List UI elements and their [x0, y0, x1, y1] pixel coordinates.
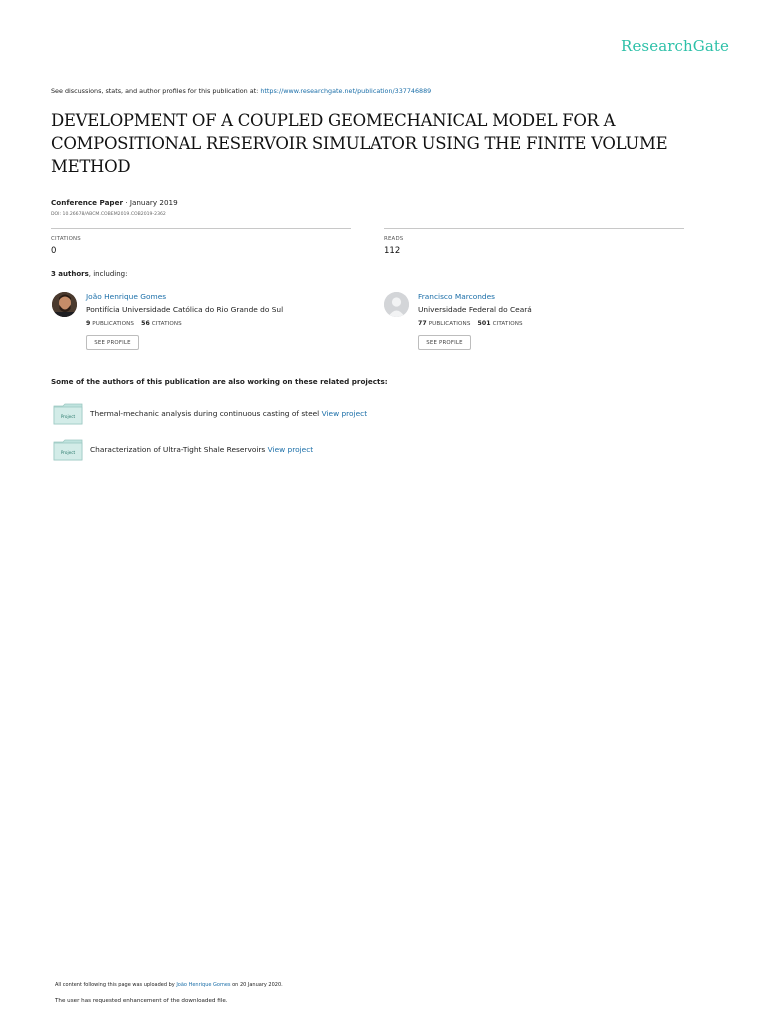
enhancement-note: The user has requested enhancement of the downloaded file. — [55, 998, 228, 1004]
upload-note — [55, 982, 283, 988]
author-institution: Pontifícia Universidade Católica do Rio Grande do Sul — [86, 305, 284, 314]
author-stats — [86, 320, 182, 327]
author-citations-label: CITATIONS — [151, 321, 182, 327]
author-publications-label: PUBLICATIONS — [92, 321, 135, 327]
project-icon-label: Project — [60, 450, 76, 455]
citations-value: 0 — [51, 246, 57, 256]
see-profile-button[interactable]: SEE PROFILE — [418, 335, 471, 350]
upload-suffix: on 20 January 2020. — [230, 982, 283, 988]
author-avatar[interactable] — [384, 292, 409, 317]
see-profile-button[interactable]: SEE PROFILE — [86, 335, 139, 350]
citations-label: CITATIONS — [51, 236, 81, 242]
project-folder-icon[interactable] — [53, 403, 83, 423]
publication-type: Conference Paper — [51, 198, 123, 207]
author-citations-label: CITATIONS — [492, 321, 523, 327]
publication-doi: DOI: 10.26678/ABCM.COBEM2019.COB2019-2362 — [51, 212, 166, 217]
publication-title: DEVELOPMENT OF A COUPLED GEOMECHANICAL MODEL FOR A COMPOSITIONAL RESERVOIR SIMULATOR USING THE FINITE VOLUME METHOD — [51, 111, 668, 176]
publication-date: · January 2019 — [123, 198, 178, 207]
related-project-item — [90, 409, 367, 418]
author-stats — [418, 320, 523, 327]
upload-prefix: All content following this page was uploaded by — [55, 982, 177, 988]
discussion-line — [51, 87, 431, 95]
author-citations-count: 501 — [477, 320, 491, 327]
related-projects-heading: Some of the authors of this publication are also working on these related projects: — [51, 377, 388, 386]
author-avatar[interactable] — [52, 292, 77, 317]
reads-value: 112 — [384, 246, 401, 256]
view-project-link[interactable]: View project — [321, 409, 368, 418]
view-project-link[interactable]: View project — [267, 445, 314, 454]
project-title: Characterization of Ultra-Tight Shale Reservoirs — [90, 445, 268, 454]
author-publications-count: 77 — [418, 320, 427, 327]
reads-label: READS — [384, 236, 404, 242]
citations-divider — [51, 228, 351, 229]
authors-heading — [51, 270, 127, 278]
publication-url-link[interactable]: https://www.researchgate.net/publication/337746889 — [260, 87, 432, 95]
default-avatar-icon — [384, 292, 409, 317]
project-icon-label: Project — [60, 414, 76, 419]
uploader-link[interactable]: João Henrique Gomes — [176, 982, 231, 988]
authors-count: 3 authors — [51, 270, 89, 278]
reads-divider — [384, 228, 684, 229]
authors-suffix: , including: — [88, 270, 128, 278]
related-project-item — [90, 445, 313, 454]
author-institution: Universidade Federal do Ceará — [418, 305, 532, 314]
author-name-link[interactable]: Francisco Marcondes — [418, 292, 496, 301]
author-citations-count: 56 — [141, 320, 150, 327]
discussion-text: See discussions, stats, and author profiles for this publication at: — [51, 87, 261, 95]
project-folder-icon[interactable] — [53, 439, 83, 459]
project-title: Thermal-mechanic analysis during continuous casting of steel — [90, 409, 322, 418]
author-publications-label: PUBLICATIONS — [428, 321, 471, 327]
author-name-link[interactable]: João Henrique Gomes — [86, 292, 167, 301]
author-publications-count: 9 — [86, 320, 91, 327]
publication-meta — [51, 198, 178, 207]
researchgate-logo[interactable]: ResearchGate — [621, 37, 729, 55]
avatar-photo-icon — [52, 292, 77, 317]
